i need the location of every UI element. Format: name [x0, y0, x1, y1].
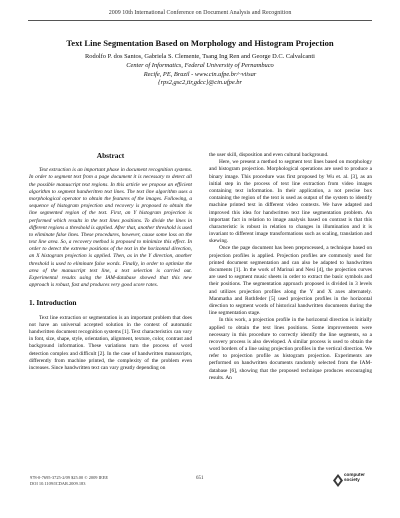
author-block: [20, 53, 380, 88]
abstract-text: Text extraction is an important phase in document recognition systems. In order to segment text from a page document it is necessary to detect all the possible manuscript text regions. In this article we propose an efficient algorithm to segment handwritten text lines. The text line algorithm uses a morphological operator to obtain the features of the images. Following, a sequence of histogram projection and recovery is proposed to obtain the line segmented region of the text. First, an Y histogram projection is performed which results in the text lines positions. To divide the lines in different regions a threshold is applied. After that, another threshold is used to eliminate false lines. These procedures, however, cause some loss on the text line area. So, a recovery method is proposed to minimize this effect. In order to detect the extreme positions of the text in the horizontal direction, an X histogram projection is applied. Then, as in the Y direction, another threshold is used to eliminate false words. Finally, in order to optimize the area of the manuscript text line, a text selection is carried out. Experimental results using the IAM-database showed that this new approach is robust, fast and produces very good score rates.: [29, 167, 192, 289]
paper-title: Text Line Segmentation Based on Morphology and Histogram Projection: [66, 38, 334, 48]
body-paragraph-4: In this work, a projection profile in the horizontal direction is initially applied to obtain the text lines positions. Some improvements were necessary in this procedure to correctly identify the line segments, so a recovery process is also developed. A similar process is used to obtain the word borders of a line using projection profiles in the vertical direction. We refer to projection profile as histogram projection. Experiments are performed on handwritten documents randomly selected from the IAM-database [6], showing that the proposed technique produces encouraging results. An: [209, 317, 372, 381]
body-paragraph-2: Here, we present a method to segment text lines based on morphology and histogram projection. Morphological operations are used to produce a binary image. This procedure was first proposed by Wu et. al. [3], as an initial step in the process of text line extraction from video images containing text information. In their application, a not precise box containing the region of the text is used as output of the system to identify machine printed text in different video contexts. We have adapted and improved this idea for handwritten text line segmentation problem. An important fact in relation to image analysis based on contrast is that this characteristic is robust in relation to changes in illumination and it is invariant to different image transformations such as scaling, translation and skewing.: [209, 159, 372, 245]
author-location: Recife, PE, Brazil - www.cin.ufpe.br/~viisar: [143, 70, 257, 78]
header-rule: [28, 20, 372, 21]
page-number: 651: [196, 476, 204, 481]
author-affiliation: Center of Informatics, Federal University of Pernambuco: [126, 61, 274, 69]
body-paragraph-3: Once the page document has been preprocessed, a technique based on projection profiles is applied. Projection profiles are commonly used for printed document segmentation and can also be adapted to handwritten documents [1]. In the work of Marinai and Nesi [4], the projection curves are used to segment music sheets in order to extract the basic symbols and their positions. The segmentation approach proposed is divided in 3 levels and utilizes projection profiles along the Y and X axes alternately. Manmatha and Rothfeder [5] used projection profiles in the horizontal direction to segment words of historical handwritten documents during the line segmentation stage.: [209, 245, 372, 317]
ieee-diamond-icon: [333, 474, 343, 487]
footer-isbn: 978-0-7695-3725-2/09 $25.00 © 2009 IEEE: [30, 475, 109, 480]
conference-header: 2009 10th International Conference on Document Analysis and Recognition: [108, 10, 292, 16]
logo-text: computer society: [344, 472, 365, 482]
computer-society-logo: [333, 470, 373, 494]
author-emails: {rps2,gsc2,tir,gdcc}@cin.ufpe.br: [158, 79, 242, 87]
right-column: [209, 152, 372, 382]
abstract-heading: Abstract: [96, 151, 125, 160]
left-column: [29, 152, 192, 372]
author-names: Rodolfo P. dos Santos, Gabriela S. Clemente, Tsang Ing Ren and George D.C. Calvalcanti: [85, 53, 315, 60]
body-paragraph-1: the user skill, disposition and even cultural background.: [209, 152, 329, 158]
introduction-heading: 1. Introduction: [29, 298, 77, 308]
introduction-paragraph: Text line extraction or segmentation is an important problem that does not have an universal accepted solution in the context of automatic handwritten document recognition systems [1]. Text characteristics can vary in font, size, shape, style, orientation, alignment, texture, color, contrast and background information. These variations turn the process of word detection complex and difficult [2]. In the case of handwritten manuscripts, differently from machine printed, the complexity of the problem even increases. Since handwritten text can vary greatly depending on: [29, 314, 192, 371]
footer-doi: DOI 10.1109/ICDAR.2009.183: [30, 481, 86, 486]
